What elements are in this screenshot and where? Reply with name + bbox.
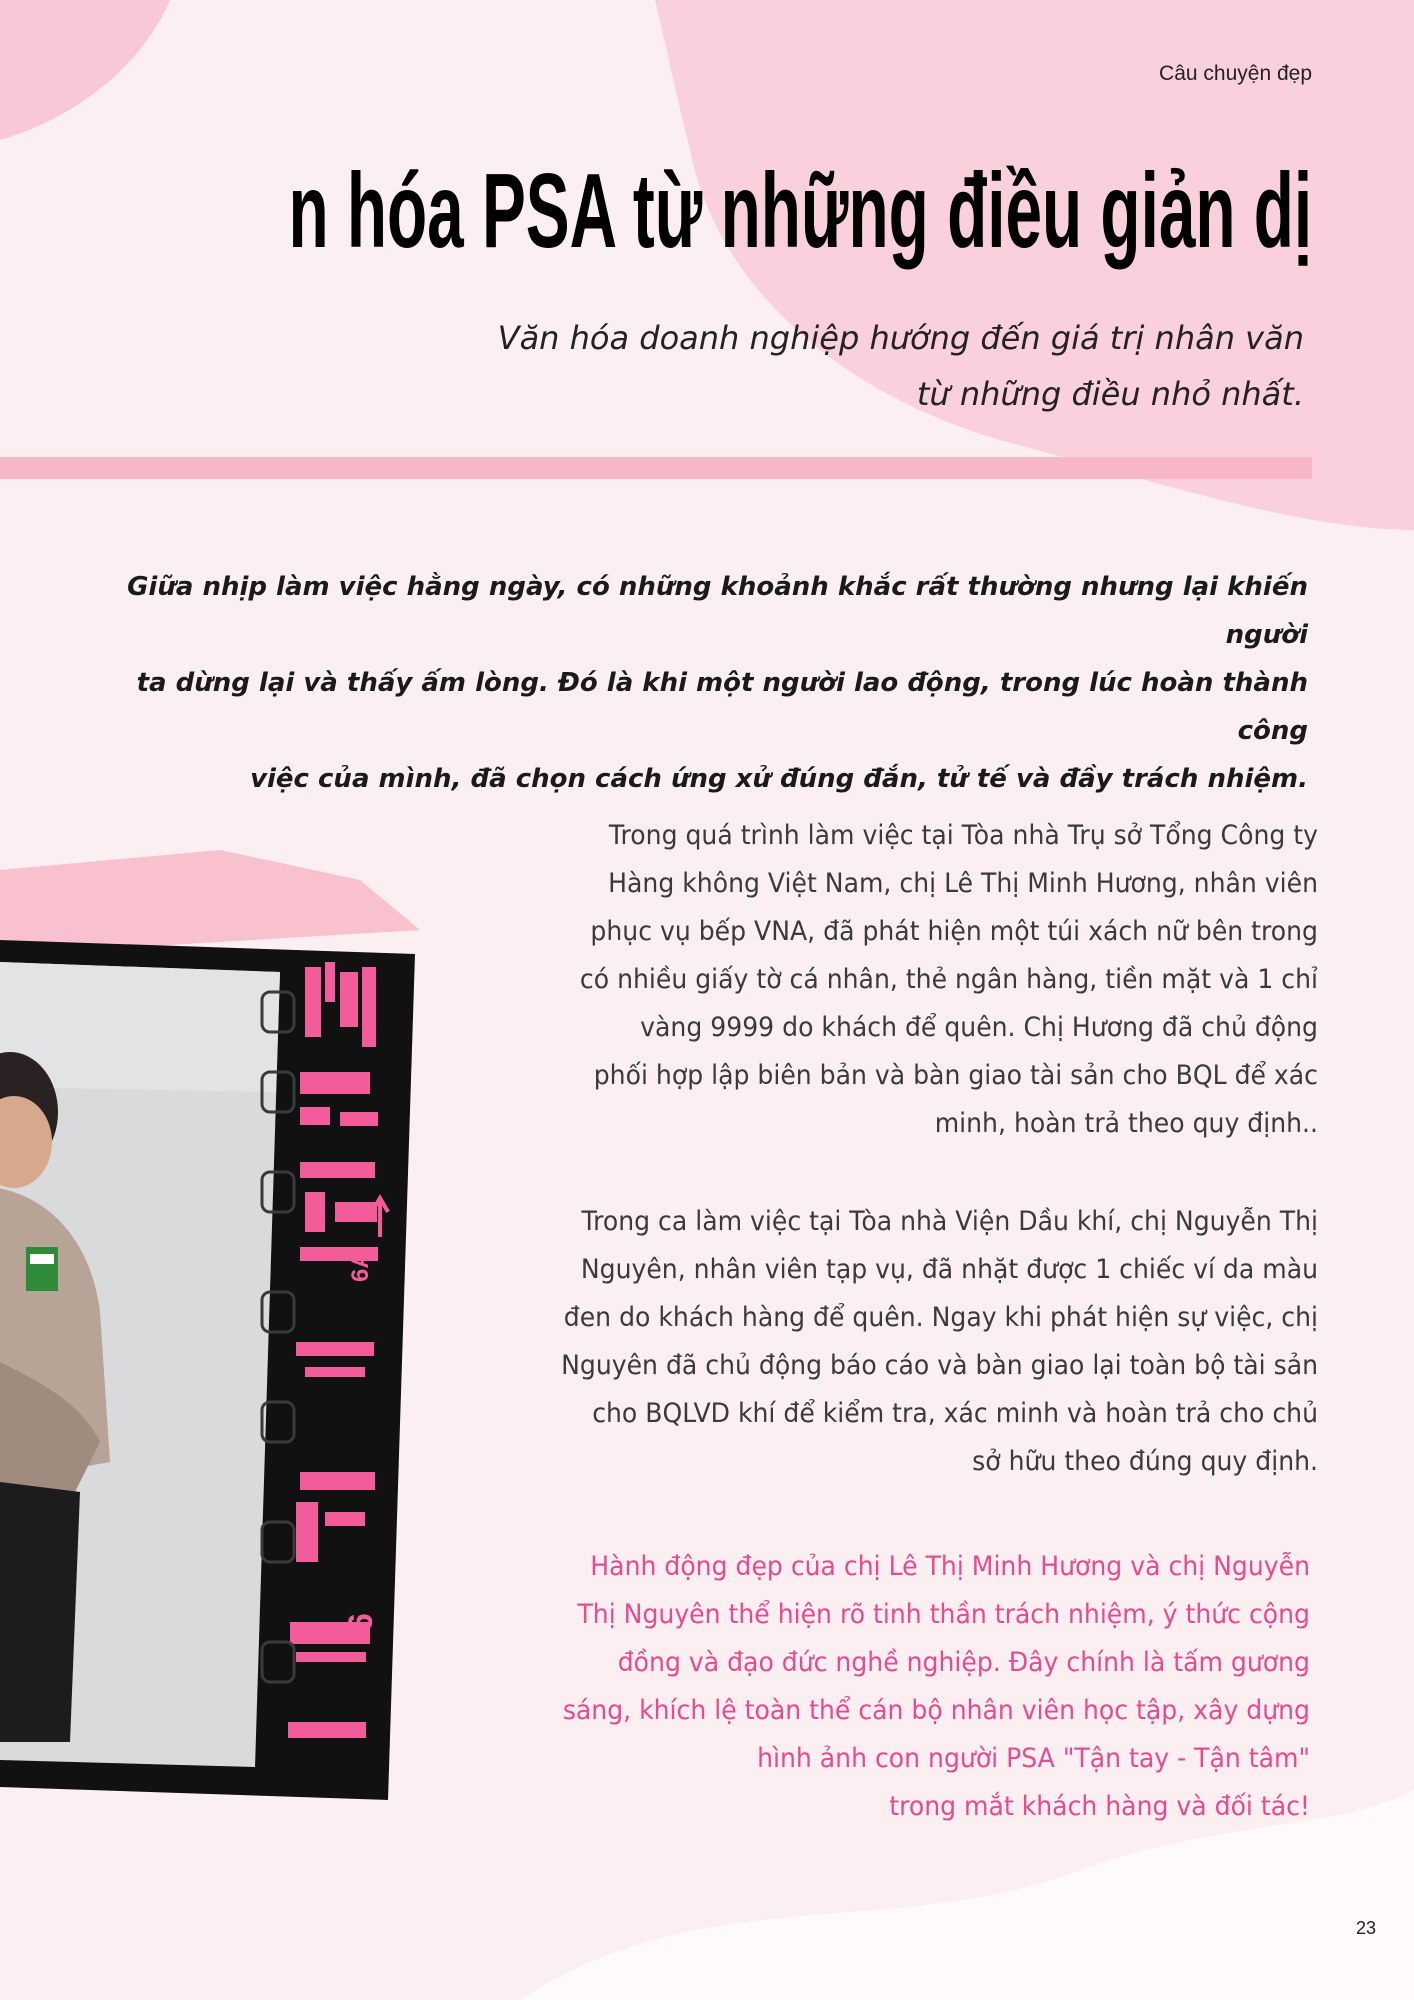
paragraph-line: phục vụ bếp VNA, đã phát hiện một túi xách nữ bên trong (590, 916, 1318, 947)
paragraph-line: Nguyên, nhân viên tạp vụ, đã nhặt được 1 chiếc ví da màu (580, 1254, 1318, 1285)
paragraph-line: Trong quá trình làm việc tại Tòa nhà Trụ sở Tổng Công ty (608, 820, 1318, 851)
page-title: n hóa PSA từ những điều giản dị (288, 152, 1312, 270)
page-number: 23 (1355, 1918, 1376, 1938)
closing-paragraph (473, 1543, 1310, 1831)
subtitle-line: Văn hóa doanh nghiệp hướng đến giá trị nhân văn (497, 319, 1304, 357)
title-divider-bar (0, 457, 1312, 479)
paragraph-line: trong mắt khách hàng và đối tác! (889, 1791, 1310, 1822)
paragraph-line: sở hữu theo đúng quy định. (972, 1446, 1318, 1477)
paragraph-line: cho BQLVD khí để kiểm tra, xác minh và hoàn trả cho chủ (592, 1398, 1318, 1429)
film-label-6a: 6A (347, 1251, 374, 1282)
story-paragraph-2 (481, 1198, 1318, 1486)
paragraph-line: Hành động đẹp của chị Lê Thị Minh Hương và chị Nguyễn (590, 1551, 1310, 1582)
paragraph-line: vàng 9999 do khách để quên. Chị Hương đã chủ động (640, 1012, 1318, 1043)
paragraph-line: phối hợp lập biên bản và bàn giao tài sản cho BQL để xác (593, 1060, 1318, 1091)
paragraph-line: minh, hoàn trả theo quy định.. (934, 1108, 1318, 1139)
subtitle (404, 310, 1304, 422)
story-paragraph-1 (481, 812, 1318, 1148)
subtitle-line: từ những điều nhỏ nhất. (916, 375, 1304, 413)
paragraph-line: hình ảnh con người PSA "Tận tay - Tận tâm" (757, 1743, 1310, 1774)
employee-photo (0, 842, 420, 1802)
paragraph-line: Hàng không Việt Nam, chị Lê Thị Minh Hương, nhân viên (608, 868, 1318, 899)
paragraph-line: đồng và đạo đức nghề nghiệp. Đây chính là tấm gương (617, 1647, 1310, 1678)
paragraph-line: Nguyên đã chủ động báo cáo và bàn giao lại toàn bộ tài sản (561, 1350, 1318, 1381)
lead-paragraph (108, 563, 1308, 803)
paragraph-line: có nhiều giấy tờ cá nhân, thẻ ngân hàng, tiền mặt và 1 chỉ (579, 964, 1318, 995)
paragraph-line: sáng, khích lệ toàn thể cán bộ nhân viên học tập, xây dựng (562, 1695, 1310, 1726)
section-label: Câu chuyện đẹp (1159, 62, 1312, 85)
lead-line: ta dừng lại và thấy ấm lòng. Đó là khi một người lao động, trong lúc hoàn thành công (136, 668, 1308, 746)
paragraph-line: Trong ca làm việc tại Tòa nhà Viện Dầu khí, chị Nguyễn Thị (581, 1206, 1318, 1237)
paragraph-line: Thị Nguyên thể hiện rõ tinh thần trách nhiệm, ý thức cộng (577, 1599, 1310, 1630)
paragraph-line: đen do khách hàng để quên. Ngay khi phát hiện sự việc, chị (563, 1302, 1318, 1333)
film-label-6: 6 (342, 1613, 380, 1632)
lead-line: Giữa nhịp làm việc hằng ngày, có những khoảnh khắc rất thường nhưng lại khiến người (127, 572, 1308, 650)
lead-line: việc của mình, đã chọn cách ứng xử đúng đắn, tử tế và đầy trách nhiệm. (250, 764, 1308, 794)
